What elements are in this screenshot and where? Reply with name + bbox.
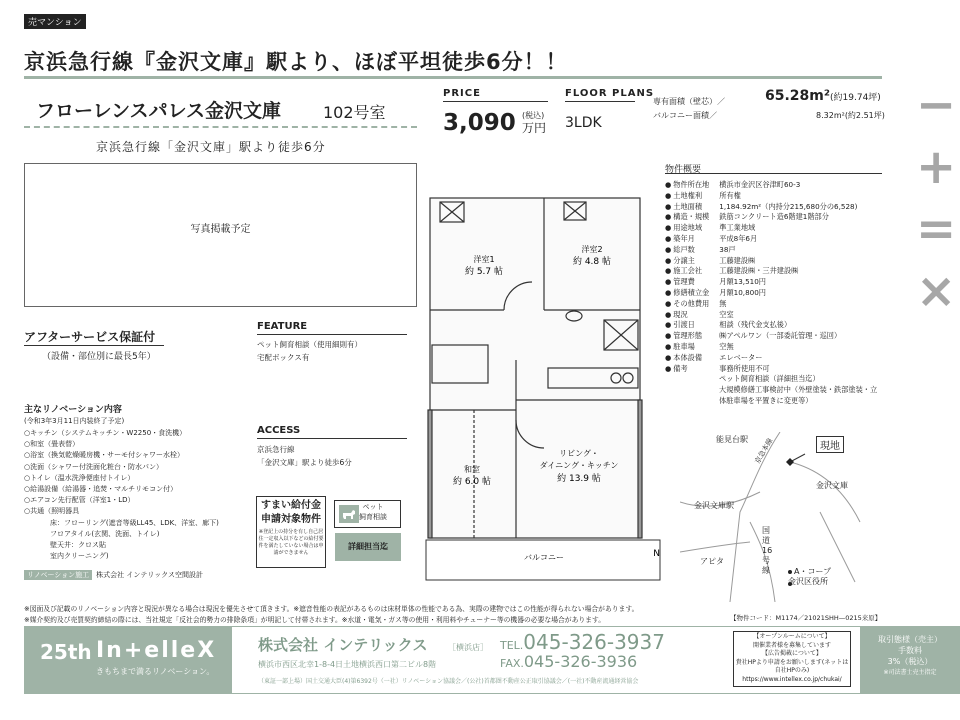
designer-label: リノベーション施工 [24, 570, 92, 580]
fee-line: 3%（税込） [887, 657, 933, 666]
overview-row: ● 分譲主 工藤建設㈱ [665, 255, 756, 265]
renovation-item: ○和室（畳表替） [24, 440, 80, 449]
room-name: ダイニング・キッチン [539, 461, 619, 470]
overview-key: 引渡日 [673, 320, 695, 330]
overview-row: ● 本体設備 エレベーター [665, 352, 763, 362]
after-service-title: アフターサービス保証付 [24, 330, 156, 344]
overview-row: ● 土地面積 1,184.92m²（内持分215,680分の6,528) [665, 201, 858, 211]
disclaimer-line: ※図面及び記載のリノベーション内容と現況が異なる場合は現況を優先させて頂きます。※遮音性能の表記があるものは床材単体の性能である為、実際の建物ではこの性能が得られない場合があります。 [24, 605, 639, 613]
feature-line: 宅配ボックス有 [257, 353, 310, 362]
access-body [257, 443, 352, 469]
overview-row: ● 引渡日 相談（残代金支払後） [665, 320, 792, 330]
access-line: 「金沢文庫」駅より徒歩6分 [257, 458, 352, 467]
overview-value: 所有権 [719, 190, 741, 200]
overview-key: 管理形態 [673, 331, 703, 341]
renovation-item: ○浴室（換気乾燥暖房機・サーモ付シャワー水栓） [24, 451, 184, 460]
overview-value: 工藤建設㈱・三井建設㈱ [719, 266, 799, 276]
overview-key: 備考 [673, 363, 688, 373]
private-area-label: 専有面積（壁芯）／ [653, 97, 725, 106]
room-size: 約 13.9 帖 [557, 474, 601, 484]
renovation-item: ○共通（照明器具 [24, 507, 80, 516]
renovation-subitem: 床：フローリング(遮音等級LL45、LDK、洋室、廊下) [50, 518, 219, 527]
area-map [680, 432, 870, 602]
room-number: 102号室 [323, 103, 386, 122]
company-address: 横浜市西区北幸1-8-4日土地横浜西口第二ビル8階 [258, 660, 437, 669]
overview-value: 月額13,510円 [719, 277, 766, 287]
property-code: 【物件コード：M1174／21021SHH—0215来原】 [730, 614, 882, 622]
pet-label: ペット 飼育相談 [359, 503, 387, 521]
renovation-subitem: 室内クリーニング) [50, 552, 109, 561]
overview-rule [665, 173, 882, 174]
overview-key: 駐車場 [673, 341, 695, 351]
overview-row: ● 管理費 月額13,510円 [665, 277, 766, 287]
overview-key: 修繕積立金 [673, 287, 710, 297]
room-size: 約 4.8 帖 [572, 257, 612, 267]
overview-key: 施工会社 [673, 266, 703, 276]
overview-key: 物件所在地 [673, 180, 710, 189]
company-branch: ［横浜店］ [448, 643, 488, 652]
overview-row: ● 修繕積立金 月額10,800円 [665, 287, 766, 297]
renovation-sub: (令和3年3月11日内装終了予定) [24, 417, 125, 425]
overview-value: ㈱アペルワン（一部委託管理・巡回） [719, 331, 842, 341]
company-association: （東証一部上場）国土交通大臣(4)第6392号（一社）リノベーション協議会／(公社)首都圏不動産公正取引協議会／(一社)不動産流通経営協会 [258, 678, 639, 685]
fee-info [860, 634, 960, 678]
overview-key: 築年月 [673, 233, 695, 243]
access-title: ACCESS [257, 425, 301, 436]
overview-row: ● 駐車場 空無 [665, 341, 734, 351]
map-office: 金沢区役所 [788, 577, 828, 586]
overview-value: 工藤建設㈱ [719, 255, 756, 265]
overview-row: ● 現況 空室 [665, 309, 734, 319]
balcony-area-value: 8.32m²(約2.51坪) [816, 111, 885, 120]
overview-row: ● その他費用 無 [665, 298, 727, 308]
fax-label: FAX. [500, 657, 524, 670]
access-rule [257, 438, 407, 439]
open-room-url[interactable]: https://www.intellex.co.jp/chukai/ [742, 675, 842, 683]
map-school: 金沢文庫 [816, 481, 848, 490]
price-label: PRICE [443, 88, 481, 99]
overview-row: ● 用途地域 準工業地域 [665, 223, 756, 233]
floor-plan [424, 190, 664, 588]
equals-icon: = [916, 201, 957, 257]
feature-body [257, 338, 362, 364]
overview-value: 空無 [719, 341, 734, 351]
renovation-subitem: フロアタイル(玄関、洗面、トイレ) [50, 529, 160, 538]
overview-key: 構造・規模 [673, 212, 710, 222]
overview-table [665, 180, 887, 407]
overview-value: 事務所使用不可 [719, 363, 770, 373]
subsidy-title: すまい給付金 [261, 500, 321, 511]
map-line: 京急本線 [753, 436, 775, 466]
renovation-list [24, 428, 219, 562]
overview-value: 空室 [719, 309, 734, 319]
disclaimer-line: ※媒介契約及び売買契約締結の際には、当社規定「反社会的勢力の排除条項」が明記して付帯されます。※水道・電気・ガス等の使用・利用料やチューナー等の機器の必要な場合があります。 [24, 615, 606, 624]
feature-rule [257, 334, 407, 335]
overview-value: 鉄筋コンクリート造6階建1階部分 [719, 212, 829, 222]
open-room-line: 貴社HPより申請をお願いします(ネットは自社HPのみ) [735, 658, 849, 674]
open-room-line: 【広告掲載について】 [762, 650, 822, 657]
overview-value: 1,184.92m²（内持分215,680分の6,528) [719, 201, 858, 211]
price-value: 3,090 [443, 110, 516, 136]
north-arrow: N [653, 549, 660, 559]
floorplan-value: 3LDK [565, 115, 602, 131]
open-room-box [733, 631, 851, 687]
renovation-item: ○キッチン（システムキッチン・W2250・食洗機） [24, 429, 187, 437]
side-brand-icons [916, 74, 956, 322]
tel-label: TEL. [500, 639, 524, 652]
overview-row: ● 築年月 平成8年6月 [665, 233, 758, 243]
overview-key: 本体設備 [673, 352, 703, 362]
overview-value: 平成8年6月 [719, 233, 758, 243]
header-rule [24, 76, 882, 79]
overview-value: 38戸 [719, 244, 736, 254]
renovation-subitem: 壁天井：クロス貼 [50, 541, 106, 550]
balcony-label: バルコニー [524, 553, 564, 562]
overview-row: ● 備考 事務所使用不可 [665, 363, 770, 373]
private-area-value [765, 88, 881, 104]
overview-row: ● 管理形態 ㈱アペルワン（一部委託管理・巡回） [665, 331, 842, 341]
overview-key: その他費用 [673, 298, 710, 308]
room-size: 約 6.0 帖 [452, 477, 492, 487]
overview-value: 相談（残代金支払後） [719, 320, 792, 330]
overview-note: 大規模修繕工事検討中（外壁塗装・鉄部塗装・立 [719, 385, 878, 395]
price-tax: (税込) [522, 111, 545, 120]
overview-value: 無 [719, 298, 727, 308]
company-tagline: きもちまで満るリノベーション。 [96, 667, 215, 676]
floorplan-label: FLOOR PLANS [565, 88, 655, 99]
renovation-item: ○エアコン先行配管（洋室1・LD） [24, 496, 135, 505]
fee-line: 取引態様（売主） [878, 635, 942, 644]
price-unit: 万円 [522, 121, 547, 135]
floorplan-rule [565, 101, 635, 102]
detail-button[interactable]: 詳細担当迄 [335, 533, 401, 561]
room-name: 和室 [464, 465, 480, 474]
photo-placeholder-label: 写真掲載予定 [190, 224, 251, 235]
overview-key: 土地権利 [673, 190, 703, 200]
price-rule [443, 101, 548, 102]
company-logo: In+elleX [96, 638, 217, 663]
overview-row: ● 総戸数 38戸 [665, 244, 736, 254]
overview-value: 月額10,800円 [719, 287, 766, 297]
map-apita: アピタ [700, 557, 724, 566]
property-type-tag: 売マンション [24, 14, 86, 29]
after-service-rule [24, 345, 164, 346]
open-room-line: 開催業者様を募集しています [752, 641, 831, 649]
subsidy-title: 申請対象物件 [261, 514, 321, 525]
map-site: 現地 [816, 436, 844, 453]
room-name: 洋室1 [473, 255, 495, 264]
map-station2: 能見台駅 [716, 435, 748, 444]
fax-number [500, 652, 637, 671]
renovation-item: ○給湯設備（給湯器・追焚・マルチリモコン付） [24, 485, 178, 494]
overview-key: 分譲主 [673, 255, 695, 265]
phone-number[interactable] [500, 630, 665, 654]
private-area-tsubo: (約19.74坪) [830, 93, 881, 103]
private-area-m2: 65.28m² [765, 88, 831, 104]
designer-name: 株式会社 インテリックス空間設計 [96, 571, 204, 579]
building-name: フローレンスパレス金沢文庫 [36, 100, 282, 122]
overview-value: 準工業地域 [719, 223, 756, 233]
overview-note: 体駐車場を平置きに変更等） [719, 395, 813, 405]
access-line: 京浜急行線 [257, 445, 295, 454]
fax-value: 045-326-3936 [523, 652, 638, 671]
overview-row: ● 施工会社 工藤建設㈱・三井建設㈱ [665, 266, 799, 276]
overview-key: 現況 [673, 309, 688, 319]
plus-icon: + [916, 139, 957, 195]
renovation-item: ○トイレ（温水洗浄便座付トイレ） [24, 473, 135, 482]
fee-line: 手数料 [898, 646, 922, 655]
dog-icon [339, 505, 359, 523]
room-size: 約 5.7 帖 [464, 267, 504, 277]
subsidy-box [256, 496, 326, 568]
dashed-divider [24, 126, 417, 128]
overview-row: ● 土地権利 所有権 [665, 190, 741, 200]
map-station1: 金沢文庫駅 [694, 501, 734, 510]
tel-value: 045-326-3937 [523, 630, 665, 654]
minus-icon: − [916, 77, 957, 133]
overview-key: 土地面積 [673, 201, 703, 211]
renovation-designer [24, 570, 203, 580]
access-summary: 京浜急行線「金沢文庫」駅より徒歩6分 [96, 140, 326, 154]
open-room-line: 【オープンルームについて】 [753, 633, 831, 640]
overview-value: 横浜市金沢区谷津町60-3 [719, 180, 801, 189]
map-lines [680, 432, 870, 602]
company-name: 株式会社 インテリックス [258, 636, 428, 654]
renovation-title: 主なリノベーション内容 [24, 405, 122, 415]
times-icon: × [916, 263, 957, 319]
after-service-sub: （設備・部位別に最長5年） [42, 352, 156, 362]
renovation-item: ○洗面（シャワー付洗面化粧台・防水パン） [24, 462, 163, 471]
anniversary-badge: 25th [40, 640, 92, 664]
feature-line: ペット飼育相談（使用細則有） [257, 340, 362, 349]
map-route: 国道16号線 [762, 526, 773, 575]
balcony-area-label: バルコニー面積／ [653, 111, 717, 120]
overview-note: ペット飼育相談（詳細担当迄） [719, 374, 820, 384]
overview-title: 物件概要 [665, 165, 702, 175]
disclaimer-notes [24, 604, 638, 625]
overview-value: エレベーター [719, 352, 763, 362]
subsidy-note: ※登記上の持分を有し自己居住一定収入以下などの給付要件を満たしていない場合は申請ができません [258, 529, 324, 556]
overview-row: ● 物件所在地 横浜市金沢区谷津町60-3 [665, 180, 801, 189]
overview-key: 総戸数 [673, 244, 695, 254]
map-coop: A・コープ [794, 567, 832, 576]
feature-title: FEATURE [257, 321, 308, 332]
headline: 京浜急行線『金沢文庫』駅より、ほぼ平坦徒歩6分！！ [24, 50, 568, 74]
overview-row: ● 構造・規模 鉄筋コンクリート造6階建1階部分 [665, 212, 829, 222]
room-name: リビング・ [559, 449, 599, 458]
overview-key: 用途地域 [673, 223, 703, 233]
room-name: 洋室2 [581, 245, 603, 254]
fee-line: ※司法書士売主指定 [883, 669, 937, 676]
photo-placeholder [24, 163, 417, 307]
overview-key: 管理費 [673, 277, 695, 287]
